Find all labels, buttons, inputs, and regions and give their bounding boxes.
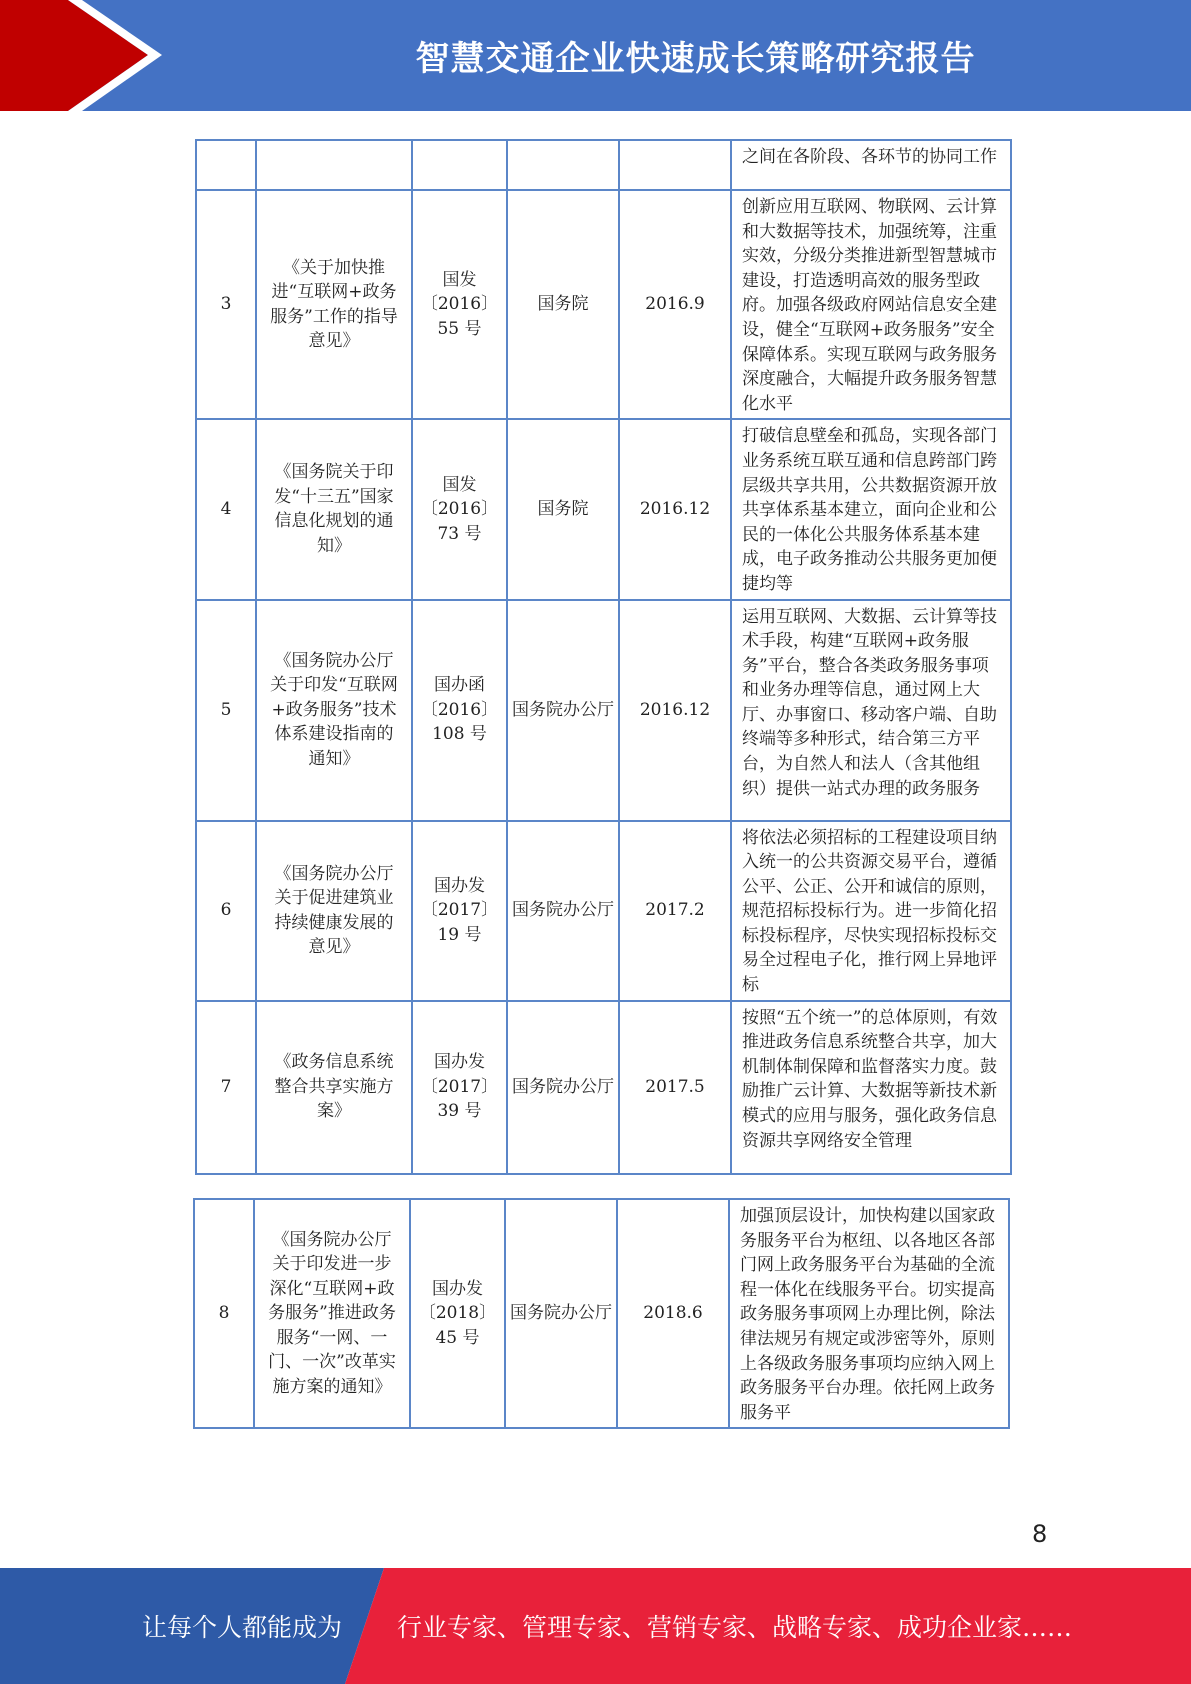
cell-date: 2016.12 (619, 419, 731, 599)
cell-doc-no (412, 140, 507, 190)
cell-doc-no: 国办发〔2017〕19 号 (412, 821, 507, 1001)
header-banner (0, 0, 1191, 111)
cell-issuer: 国务院 (507, 190, 619, 419)
cell-issuer: 国务院办公厅 (505, 1199, 617, 1428)
table-row (196, 419, 1011, 599)
table-row (196, 600, 1011, 821)
cell-no: 5 (196, 600, 256, 821)
cell-name: 《国务院关于印发“十三五”国家信息化规划的通知》 (256, 419, 412, 599)
footer-slogan-right: 行业专家、管理专家、营销专家、战略专家、成功企业家…… (397, 1613, 1073, 1642)
cell-issuer (507, 140, 619, 190)
report-title: 智慧交通企业快速成长策略研究报告 (415, 39, 976, 79)
cell-date: 2016.12 (619, 600, 731, 821)
cell-desc: 按照“五个统一”的总体原则，有效推进政务信息系统整合共享，加大机制体制保障和监督落实力度。鼓励推广云计算、大数据等新技术新模式的应用与服务，强化政务信息资源共享网络安全管理 (731, 1001, 1011, 1174)
table-row (194, 1199, 1009, 1428)
cell-no: 4 (196, 419, 256, 599)
cell-issuer: 国务院办公厅 (507, 1001, 619, 1174)
cell-issuer: 国务院 (507, 419, 619, 599)
cell-issuer: 国务院办公厅 (507, 821, 619, 1001)
cell-name: 《国务院办公厅关于促进建筑业持续健康发展的意见》 (256, 821, 412, 1001)
cell-name: 《政务信息系统整合共享实施方案》 (256, 1001, 412, 1174)
cell-date (619, 140, 731, 190)
cell-doc-no: 国发〔2016〕55 号 (412, 190, 507, 419)
cell-date: 2017.2 (619, 821, 731, 1001)
table-row (196, 140, 1011, 190)
cell-no: 6 (196, 821, 256, 1001)
cell-no: 7 (196, 1001, 256, 1174)
table-row (196, 1001, 1011, 1174)
cell-issuer: 国务院办公厅 (507, 600, 619, 821)
cell-desc: 创新应用互联网、物联网、云计算和大数据等技术，加强统筹，注重实效，分级分类推进新型智慧城市建设，打造透明高效的服务型政府。加强各级政府网站信息安全建设，健全“互联网+政务服务”安全保障体系。实现互联网与政务服务深度融合，大幅提升政务服务智慧化水平 (731, 190, 1011, 419)
cell-no: 3 (196, 190, 256, 419)
cell-name: 《国务院办公厅关于印发“互联网+政务服务”技术体系建设指南的通知》 (256, 600, 412, 821)
table-row (196, 821, 1011, 1001)
policy-table (195, 139, 1012, 1175)
page-number: 8 (1032, 1520, 1048, 1548)
cell-no: 8 (194, 1199, 254, 1428)
cell-desc: 运用互联网、大数据、云计算等技术手段，构建“互联网+政务服务”平台，整合各类政务服务事项和业务办理等信息，通过网上大厅、办事窗口、移动客户端、自助终端等多种形式，结合第三方平台，为自然人和法人（含其他组织）提供一站式办理的政务服务 (731, 600, 1011, 821)
chevron-icon (0, 0, 200, 111)
cell-name (256, 140, 412, 190)
cell-desc: 将依法必须招标的工程建设项目纳入统一的公共资源交易平台，遵循公平、公正、公开和诚信的原则，规范招标投标行为。进一步简化招标投标程序，尽快实现招标投标交易全过程电子化，推行网上异地评标 (731, 821, 1011, 1001)
cell-desc: 打破信息壁垒和孤岛，实现各部门业务系统互联互通和信息跨部门跨层级共享共用，公共数据资源开放共享体系基本建立，面向企业和公民的一体化公共服务体系基本建成，电子政务推动公共服务更加便捷均等 (731, 419, 1011, 599)
cell-date: 2017.5 (619, 1001, 731, 1174)
cell-doc-no: 国办发〔2018〕45 号 (410, 1199, 505, 1428)
policy-table-continued (193, 1198, 1010, 1429)
cell-doc-no: 国办函〔2016〕108 号 (412, 600, 507, 821)
cell-desc: 之间在各阶段、各环节的协同工作 (731, 140, 1011, 190)
footer-banner (0, 1568, 1191, 1684)
cell-name: 《国务院办公厅关于印发进一步深化“互联网+政务服务”推进政务服务“一网、一门、一次”改革实施方案的通知》 (254, 1199, 410, 1428)
cell-name: 《关于加快推进“互联网+政务服务”工作的指导意见》 (256, 190, 412, 419)
cell-date: 2016.9 (619, 190, 731, 419)
cell-no (196, 140, 256, 190)
cell-doc-no: 国办发〔2017〕39 号 (412, 1001, 507, 1174)
cell-date: 2018.6 (617, 1199, 729, 1428)
table-row (196, 190, 1011, 419)
footer-slogan-left: 让每个人都能成为 (142, 1613, 343, 1642)
cell-doc-no: 国发〔2016〕73 号 (412, 419, 507, 599)
cell-desc: 加强顶层设计，加快构建以国家政务服务平台为枢纽、以各地区各部门网上政务服务平台为基础的全流程一体化在线服务平台。切实提高政务服务事项网上办理比例，除法律法规另有规定或涉密等外，原则上各级政务服务事项均应纳入网上政务服务平台办理。依托网上政务服务平 (729, 1199, 1009, 1428)
